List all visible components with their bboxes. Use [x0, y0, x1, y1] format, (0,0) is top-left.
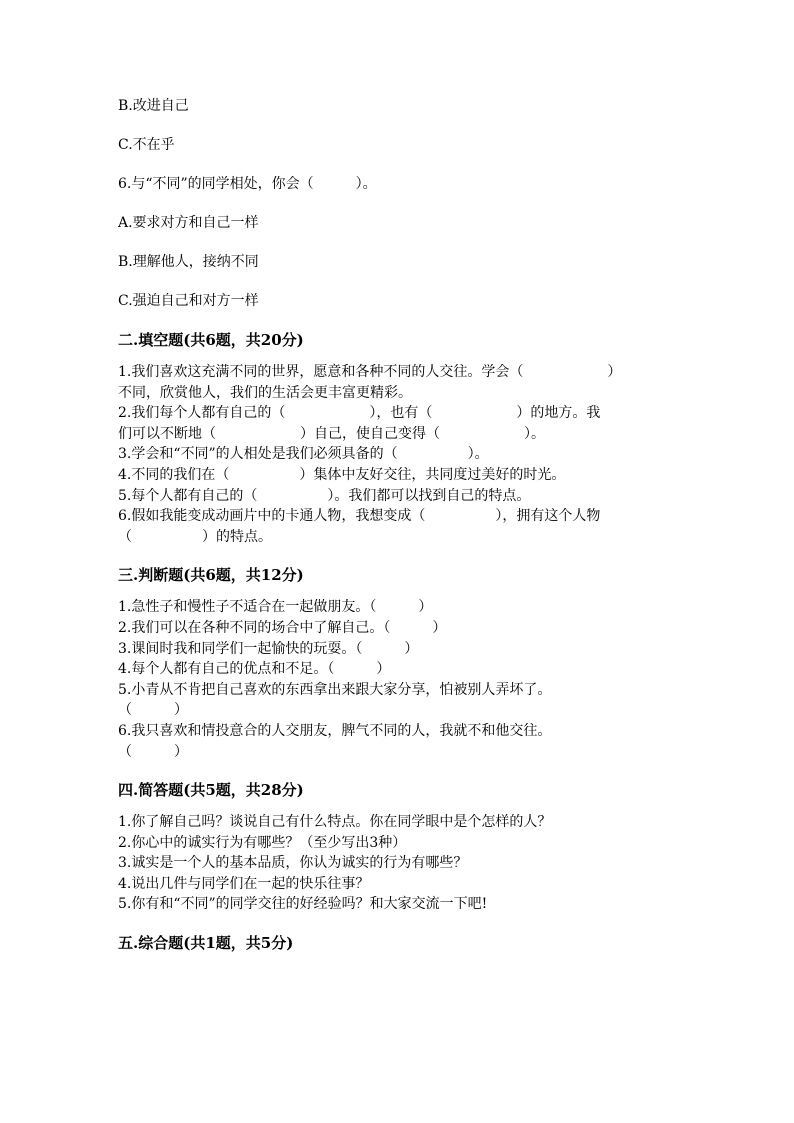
short-answer-line: 4.说出几件与同学们在一起的快乐往事？ — [118, 875, 370, 892]
fill-in-line: 们可以不断地（ ）自己，使自己变得（ ）。 — [118, 425, 545, 442]
section-short-answer-title: 四.简答题(共5题，共28分) — [118, 781, 304, 800]
section-comprehensive-title: 五.综合题(共1题，共5分) — [118, 934, 294, 953]
true-false-line: （ ） — [118, 743, 188, 760]
section-true-false-items — [118, 597, 718, 762]
true-false-line: 5.小青从不肯把自己喜欢的东西拿出来跟大家分享，怕被别人弄坏了。 — [118, 681, 552, 698]
section-true-false-title: 三.判断题(共6题，共12分) — [118, 566, 304, 585]
section-fill-in-title: 二.填空题(共6题，共20分) — [118, 331, 304, 349]
true-false-line: 4.每个人都有自己的优点和不足。（ ） — [118, 661, 391, 678]
fill-in-line: 6.假如我能变成动画片中的卡通人物，我想变成（ ），拥有这个人物 — [118, 508, 601, 525]
q5-option-b: B.改进自己 — [118, 98, 189, 114]
fill-in-line: （ ）的特点。 — [118, 528, 272, 545]
true-false-line: 2.我们可以在各种不同的场合中了解自己。（ ） — [118, 619, 447, 636]
true-false-line: 6.我只喜欢和情投意合的人交朋友，脾气不同的人，我就不和他交往。 — [118, 722, 552, 739]
fill-in-line: 5.每个人都有自己的（ ）。我们都可以找到自己的特点。 — [118, 487, 531, 504]
short-answer-line: 1.你了解自己吗？谈说自己有什么特点。你在同学眼中是个怎样的人？ — [118, 814, 552, 831]
exam-page — [118, 96, 718, 953]
fill-in-line: 3.学会和“不同”的人相处是我们必须具备的（ ）。 — [118, 446, 489, 463]
section-fill-in-items — [118, 362, 718, 547]
section-short-answer-items — [118, 812, 718, 915]
q6-option-b: B.理解他人，接纳不同 — [118, 254, 259, 270]
short-answer-line: 3.诚实是一个人的基本品质，你认为诚实的行为有哪些？ — [118, 855, 468, 872]
q6-stem: 6.与“不同”的同学相处，你会（ ）。 — [118, 176, 377, 192]
fill-in-line: 4.不同的我们在（ ）集体中友好交往，共同度过美好的时光。 — [118, 466, 566, 483]
q6-option-a: A.要求对方和自己一样 — [118, 215, 259, 231]
true-false-line: 3.课间时我和同学们一起愉快的玩耍。（ ） — [118, 640, 419, 657]
fill-in-line: 1.我们喜欢这充满不同的世界，愿意和各种不同的人交往。学会（ ） — [118, 364, 622, 380]
q6-option-c: C.强迫自己和对方一样 — [118, 293, 259, 309]
fill-in-line: 不同，欣赏他人，我们的生活会更丰富更精彩。 — [118, 384, 412, 401]
short-answer-line: 5.你有和“不同”的同学交往的好经验吗？和大家交流一下吧! — [118, 896, 488, 913]
q5-option-c: C.不在乎 — [118, 137, 175, 153]
short-answer-line: 2.你心中的诚实行为有哪些？（至少写出3种） — [118, 834, 407, 851]
true-false-line: （ ） — [118, 702, 188, 719]
true-false-line: 1.急性子和慢性子不适合在一起做朋友。（ ） — [118, 599, 433, 616]
fill-in-line: 2.我们每个人都有自己的（ ），也有（ ）的地方。我 — [118, 405, 601, 422]
